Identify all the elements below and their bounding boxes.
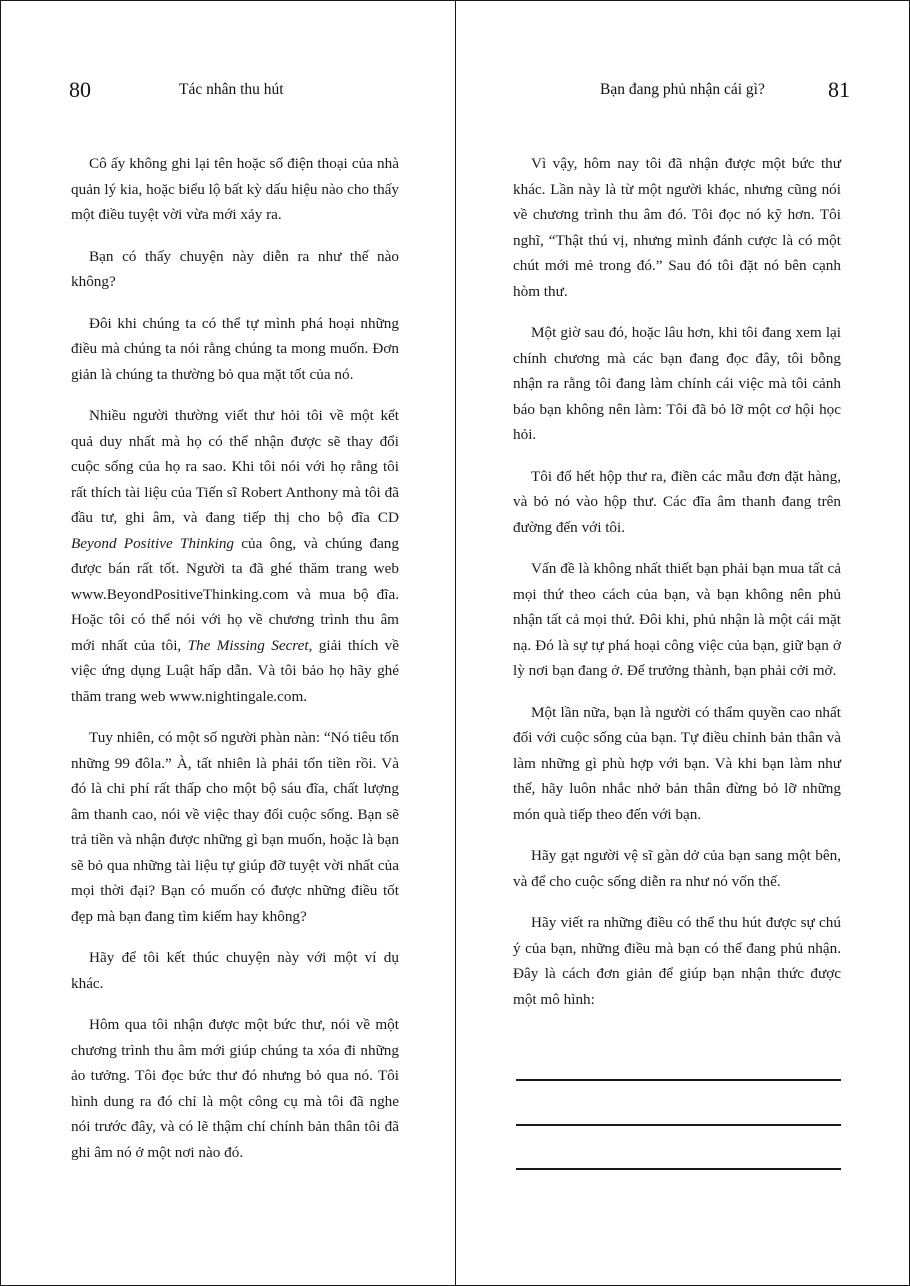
- writing-line[interactable]: [516, 1168, 841, 1170]
- writing-line[interactable]: [516, 1124, 841, 1126]
- paragraph-text: Nhiều người thường viết thư hỏi tôi về một kết quả duy nhất mà họ có thể nhận được sẽ thay đổi cuộc sống của họ ra sao. Khi tôi nói với họ rằng tôi rất thích tài liệu của Tiến sĩ Robert Anthony mà tôi đã đầu tư, ghi âm, và đang tiếp thị cho bộ đĩa CD: [71, 407, 399, 526]
- paragraph: Một giờ sau đó, hoặc lâu hơn, khi tôi đang xem lại chính chương mà các bạn đang đọc đây, tôi bỗng nhận ra rằng tôi đang làm chính cái việc mà tôi cảnh báo bạn không nên làm: Tôi đã bỏ lỡ một cơ hội học hỏi.: [513, 324, 841, 443]
- right-page-body: [513, 151, 841, 1028]
- paragraph-text: , giải thích về việc ứng dụng Luật hấp dẫn. Và tôi bảo họ hãy ghé thăm trang web www.nightingale.com.: [71, 636, 400, 705]
- left-page: [1, 1, 455, 1285]
- left-page-body: [71, 151, 399, 1181]
- paragraph: Hãy gạt người vệ sĩ gàn dở của bạn sang một bên, và để cho cuộc sống diễn ra như nó vốn thế.: [513, 847, 841, 890]
- running-title: Bạn đang phủ nhận cái gì?: [600, 81, 765, 98]
- paragraph: Vấn đề là không nhất thiết bạn phải bạn mua tất cả mọi thứ theo cách của bạn, và bạn không nên phủ nhận tất cả mọi thứ. Đôi khi, phủ nhận là một cái mặt nạ. Đó là sự tự phá hoại công việc của bạn, giữ bạn ở lỳ nơi bạn đang ở. Để trưởng thành, bạn phải cởi mở.: [513, 560, 841, 679]
- paragraph: Đôi khi chúng ta có thể tự mình phá hoại những điều mà chúng ta nói rằng chúng ta mong muốn. Đơn giản là chúng ta thường bỏ qua mặt tốt của nó.: [71, 314, 399, 383]
- running-title: Tác nhân thu hút: [179, 81, 284, 98]
- paragraph: Một lần nữa, bạn là người có thẩm quyền cao nhất đối với cuộc sống của bạn. Tự điều chỉnh bản thân và làm những gì phù hợp với bạn. Và khi bạn làm như thế, hãy luôn nhắc nhở bản thân đừng bỏ lỡ những món quà tiếp theo đến với bạn.: [513, 703, 841, 823]
- page-number: 81: [828, 77, 850, 102]
- paragraph: Hãy viết ra những điều có thể thu hút được sự chú ý của bạn, những điều mà bạn có thể đang phủ nhận. Đây là cách đơn giản để giúp bạn nhận thức được một mô hình:: [513, 914, 841, 1008]
- paragraph: [71, 403, 399, 709]
- paragraph: Hôm qua tôi nhận được một bức thư, nói về một chương trình thu âm mới giúp chúng ta xóa đi những ảo tưởng. Tôi đọc bức thư đó nhưng bỏ qua nó. Tôi hình dung ra đó chỉ là một công cụ mà tôi đã nghe nói trước đây, và có lẽ thậm chí chính bản thân tôi đã ghi âm nó ở một nơi nào đó.: [71, 1016, 399, 1161]
- right-page: [456, 1, 910, 1285]
- paragraph: Bạn có thấy chuyện này diễn ra như thế nào không?: [71, 247, 399, 290]
- paragraph: Vì vậy, hôm nay tôi đã nhận được một bức thư khác. Lần này là từ một người khác, nhưng cũng nói về chương trình thu âm đó. Tôi đọc nó kỹ hơn. Tôi nghĩ, “Thật thú vị, nhưng mình đánh cược là có một chút mới mẻ trong đó.” Sau đó tôi đặt nó bên cạnh hòm thư.: [513, 155, 841, 300]
- page-number: 80: [69, 77, 91, 102]
- paragraph: Hãy để tôi kết thúc chuyện này với một ví dụ khác.: [71, 949, 399, 992]
- program-title-italic: The Missing Secret: [187, 636, 309, 654]
- paragraph: Tôi đổ hết hộp thư ra, điền các mẫu đơn đặt hàng, và bỏ nó vào hộp thư. Các đĩa âm thanh đang trên đường đến với tôi.: [513, 467, 841, 536]
- writing-line[interactable]: [516, 1079, 841, 1081]
- book-title-italic: Beyond Positive Thinking: [71, 534, 235, 552]
- paragraph: Tuy nhiên, có một số người phàn nàn: “Nó tiêu tốn những 99 đôla.” À, tất nhiên là phải tốn tiền rồi. Và đó là chi phí rất thấp cho một bộ sáu đĩa, chất lượng âm thanh cao, nói về việc thay đổi cuộc sống. Bạn sẽ trả tiền và nhận được những gì bạn muốn, hoặc là bạn sẽ bỏ qua những tài liệu tự giúp đỡ tuyệt vời nhất của mọi thời đại? Bạn có muốn có được những điều tốt đẹp mà bạn đang tìm kiếm hay không?: [71, 729, 399, 925]
- paragraph: Cô ấy không ghi lại tên hoặc số điện thoại của nhà quản lý kia, hoặc biểu lộ bất kỳ dấu hiệu nào cho thấy một điều tuyệt vời vừa mới xảy ra.: [71, 155, 399, 223]
- paragraph-text: của ông, và chúng đang được bán rất tốt. Người ta đã ghé thăm trang web www.BeyondPositiveThinking.com và mua bộ đĩa. Hoặc tôi có thể nói với họ về chương trình thu âm mới nhất của tôi,: [71, 534, 399, 654]
